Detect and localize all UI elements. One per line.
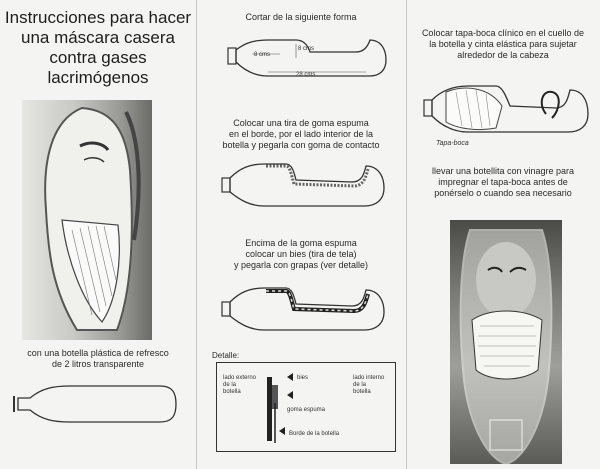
panel-final (406, 0, 600, 469)
step-cut-text: Cortar de la siguiente forma (245, 12, 357, 22)
detail-inner-label: lado interno de la botella (353, 375, 385, 395)
arrow-goma-icon (287, 391, 293, 399)
detail-label: Detalle: (212, 351, 240, 360)
detail-box (216, 362, 396, 452)
mask-profile-photo (22, 100, 152, 340)
step-bies-text: Encima de la goma espuma colocar un bies (tira de tela) y pegarla con grapas (ver detalle) (233, 238, 369, 270)
arrow-borde-icon (279, 427, 285, 435)
step-foam-text: Colocar una tira de goma espuma en el borde, por el lado interior de la botella y pegarla con goma de contacto (222, 118, 380, 150)
panel-steps (196, 0, 406, 469)
detail-outer-label: lado externo de la botella (223, 375, 257, 395)
tapaboca-bottle-drawing (406, 70, 600, 150)
cut-bottle-drawing (196, 28, 406, 98)
tapaboca-label: Tapa-boca (436, 140, 469, 147)
dim-28cm: 28 cms (296, 72, 316, 78)
arrow-bies-icon (287, 373, 293, 381)
mask-front-drawing (450, 220, 562, 464)
detail-borde-label: Borde de la botella (289, 431, 340, 437)
mask-front-photo (450, 220, 562, 464)
detail-bies-label: bies (297, 375, 309, 381)
page-title: Instrucciones para hacer una máscara casera contra gases lacrimógenos (4, 8, 192, 87)
step-tapaboca-text: Colocar tapa-boca clínico en el cuello de la botella y cinta elástica para sujetar alrededor de la cabeza (421, 28, 585, 60)
bottle-caption: con una botella plástica de refresco de 2 litros transparente (27, 348, 169, 369)
bies-bottle-drawing (196, 276, 406, 346)
step-vinegar-text: llevar una botellita con vinagre para impregnar el tapa-boca antes de ponérselo o cuando sea necesario (431, 166, 575, 198)
bottle-drawing (0, 380, 196, 440)
panel-intro (0, 0, 196, 469)
mask-profile-drawing (22, 100, 152, 340)
dim-8cm-right: 8 cms (298, 46, 315, 52)
detail-goma-label: goma espuma (287, 407, 326, 413)
dim-8cm-left: 8 cms (254, 52, 271, 58)
foam-bottle-drawing (196, 152, 406, 222)
